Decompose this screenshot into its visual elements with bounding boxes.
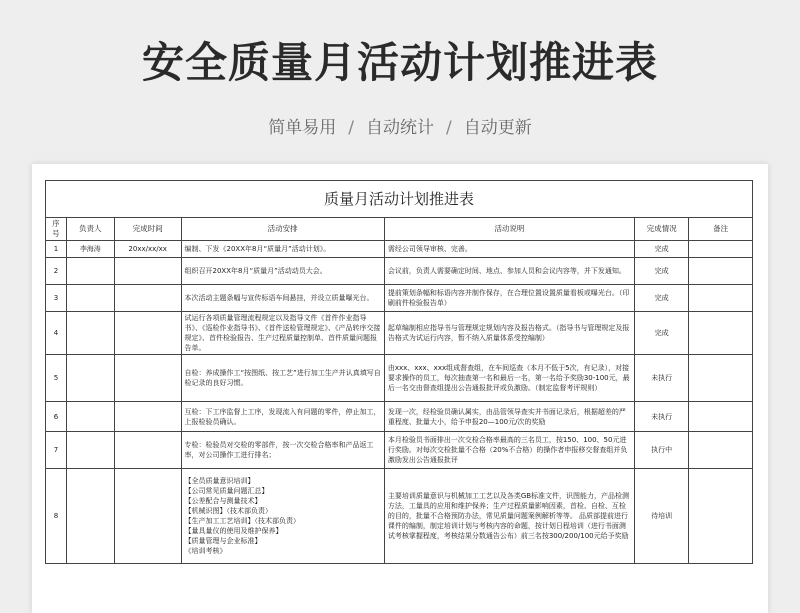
spreadsheet-sheet [32, 164, 768, 613]
row-note[interactable] [689, 285, 753, 312]
row-note[interactable] [689, 432, 753, 469]
row-owner[interactable]: 李海涛 [66, 241, 114, 258]
row-due[interactable] [114, 469, 181, 564]
subtitle-sep-1: / [348, 118, 354, 138]
row-due[interactable]: 20xx/xx/xx [114, 241, 181, 258]
row-plan[interactable]: 专检：检验员对交检的零部件，按一次交检合格率和产品返工率，对公司操作工进行排名； [181, 432, 384, 469]
table-row [46, 469, 753, 564]
row-note[interactable] [689, 402, 753, 432]
row-due[interactable] [114, 312, 181, 355]
row-owner[interactable] [66, 285, 114, 312]
row-owner[interactable] [66, 355, 114, 402]
row-plan[interactable]: 编制、下发《20XX年8月“质量月”活动计划》。 [181, 241, 384, 258]
plan-table [45, 180, 753, 564]
row-plan[interactable]: 组织召开20XX年8月“质量月”活动动员大会。 [181, 258, 384, 285]
table-title: 质量月活动计划推进表 [46, 181, 753, 218]
row-owner[interactable] [66, 432, 114, 469]
row-note[interactable] [689, 312, 753, 355]
row-status[interactable]: 完成 [635, 312, 689, 355]
row-no[interactable]: 4 [46, 312, 67, 355]
table-row [46, 241, 753, 258]
row-desc[interactable]: 提前策划条幅和标语内容并制作保存，在合理位置设置质量看板或曝光台。（印刷前件检验报告单） [384, 285, 634, 312]
row-plan[interactable]: 试运行各项质量管理流程规定以及指导文件《首件作业指导书》、《巡检作业指导书》、《首件送检管理规定》、《产品转序交接规定》、首件检验报告、生产过程质量控制单、首件质量问题报告单。 [181, 312, 384, 355]
subtitle-sep-2: / [446, 118, 452, 138]
table-row [46, 285, 753, 312]
row-no[interactable]: 7 [46, 432, 67, 469]
row-status[interactable]: 未执行 [635, 402, 689, 432]
table-row [46, 402, 753, 432]
row-plan[interactable]: 自检：养成操作工“按图纸、按工艺”进行加工生产并认真填写自检记录的良好习惯。 [181, 355, 384, 402]
row-status[interactable]: 完成 [635, 258, 689, 285]
row-desc[interactable]: 本月检验员书面排出一次交检合格率最高的三名员工，按150、100、50元进行奖励。对每次交检批量不合格（20%不合格）的操作者申报移交督查组并负激励发出公告通报批评 [384, 432, 634, 469]
row-note[interactable] [689, 469, 753, 564]
row-note[interactable] [689, 241, 753, 258]
row-desc[interactable]: 会议前，负责人需要确定时间、地点、参加人员和会议内容等，并下发通知。 [384, 258, 634, 285]
hero-title: 安全质量月活动计划推进表 [141, 38, 658, 87]
header-row [46, 218, 753, 241]
row-note[interactable] [689, 355, 753, 402]
row-desc[interactable]: 由xxx、xxx、xxx组成督查组，在车间巡查（本月不低于5次，有记录），对接要求操作的员工，每次抽查第一名和最后一名，第一名给予奖励30-100元，最后一名交由督查组提出公告通报批评或负激励。（制定监督考评规则） [384, 355, 634, 402]
table-row [46, 258, 753, 285]
table-row [46, 432, 753, 469]
row-status[interactable]: 待培训 [635, 469, 689, 564]
row-status[interactable]: 完成 [635, 285, 689, 312]
row-owner[interactable] [66, 258, 114, 285]
hero-subtitle [0, 113, 800, 138]
row-status[interactable]: 未执行 [635, 355, 689, 402]
row-no[interactable]: 6 [46, 402, 67, 432]
header-owner: 负责人 [66, 218, 114, 241]
row-due[interactable] [114, 355, 181, 402]
row-status[interactable]: 完成 [635, 241, 689, 258]
row-note[interactable] [689, 258, 753, 285]
row-due[interactable] [114, 432, 181, 469]
row-status[interactable]: 执行中 [635, 432, 689, 469]
row-no[interactable]: 5 [46, 355, 67, 402]
row-no[interactable]: 8 [46, 469, 67, 564]
row-no[interactable]: 1 [46, 241, 67, 258]
row-owner[interactable] [66, 402, 114, 432]
row-plan[interactable]: 【全员质量意识培训】 【公司常见质量问题汇总】 【公差配合与测量技术】 【机械识图】（技术部负责） 【生产加工工艺培训】（技术部负责） 【量具量仪的使用及维护保养】 【质量管理与企业标准】 《培训考核》 [181, 469, 384, 564]
row-due[interactable] [114, 258, 181, 285]
row-plan[interactable]: 本次活动主题条幅与宣传标语车间悬挂，并设立质量曝光台。 [181, 285, 384, 312]
row-desc[interactable]: 主要培训质量意识与机械加工工艺以及各类GB标准文件，识图能力，产品检测方法，工量具的应用和维护保养；生产过程质量影响因素，首检、自检、互检的目的，批量不合格预防办法，常见质量问题案例解析等等。 品质部提前进行课件的编制，制定培训计划与考核内容的命题，按计划日程培训（进行书面测试考核掌握程度，考核结果分数通告公布）前三名按300/200/100元给予奖励 [384, 469, 634, 564]
row-desc[interactable]: 发现一次，经检验员确认属实，由品管领导查实并书面记录后，根据超差的严重程度、批量大小，给予申报20—100元/次的奖励 [384, 402, 634, 432]
row-due[interactable] [114, 285, 181, 312]
row-due[interactable] [114, 402, 181, 432]
table-row [46, 312, 753, 355]
header-status: 完成情况 [635, 218, 689, 241]
header-plan: 活动安排 [181, 218, 384, 241]
header-due: 完成时间 [114, 218, 181, 241]
row-no[interactable]: 2 [46, 258, 67, 285]
row-no[interactable]: 3 [46, 285, 67, 312]
subtitle-easy: 简单易用 [268, 118, 337, 138]
subtitle-auto-stats: 自动统计 [366, 118, 434, 138]
row-owner[interactable] [66, 469, 114, 564]
table-row [46, 355, 753, 402]
row-desc[interactable]: 需经公司领导审核、完善。 [384, 241, 634, 258]
row-owner[interactable] [66, 312, 114, 355]
row-desc[interactable]: 起草编制相应指导书与管理规定规划内容及报告格式。（指导书与管理规定及报告格式为试运行内容，暂不纳入质量体系受控编制） [384, 312, 634, 355]
subtitle-auto-update: 自动更新 [463, 118, 532, 138]
header-note: 备注 [689, 218, 753, 241]
header-desc: 活动说明 [384, 218, 634, 241]
row-plan[interactable]: 互检：下工序监督上工序，发现流入有问题的零件，停止加工，上报检验员确认。 [181, 402, 384, 432]
header-no: 序号 [46, 218, 67, 241]
